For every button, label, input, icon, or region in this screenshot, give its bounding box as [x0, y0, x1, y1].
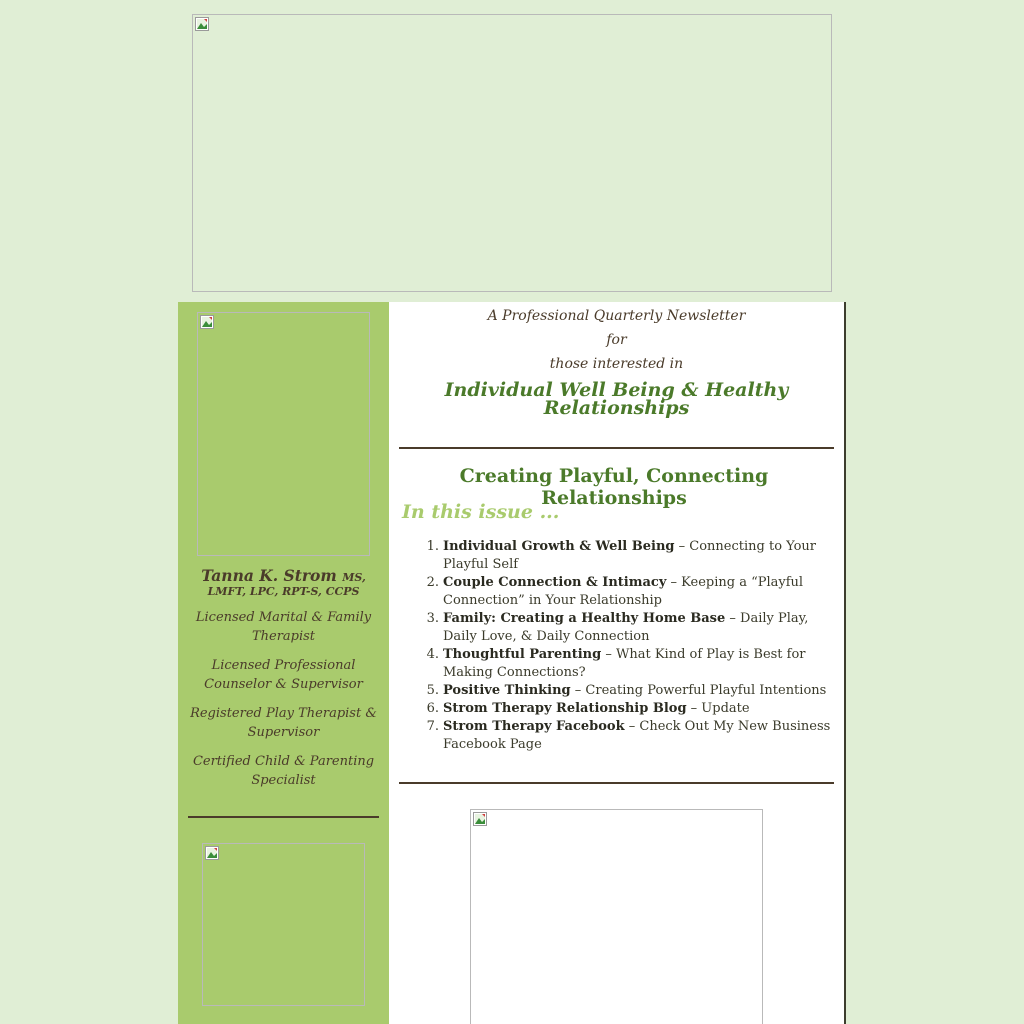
sidebar: [178, 302, 389, 1024]
contents-item[interactable]: [426, 700, 841, 718]
contents-item-description: – Creating Powerful Playful Intentions: [570, 683, 827, 698]
therapist-name-text: Tanna K. Strom: [201, 566, 337, 585]
therapist-name-suffix: MS,: [342, 571, 366, 584]
contents-item[interactable]: [426, 682, 841, 700]
role-item: Certified Child & Parenting Specialist: [192, 754, 375, 788]
main-content: [389, 302, 846, 1024]
contents-item-title: Strom Therapy Relationship Blog: [443, 701, 687, 716]
contents-item-title: Individual Growth & Well Being: [443, 539, 675, 554]
broken-image-icon: [205, 846, 219, 860]
contents-item-description: – Daily Play, Daily Love, & Daily Connection: [443, 611, 809, 644]
contents-item-number: 4.: [426, 647, 439, 662]
contents-item-title: Strom Therapy Facebook: [443, 719, 625, 734]
contents-item[interactable]: [426, 610, 841, 646]
in-this-issue-heading: In this issue ...: [402, 501, 560, 523]
contents-item[interactable]: [426, 646, 841, 682]
therapist-roles-list: [178, 608, 389, 800]
contents-item-title: Couple Connection & Intimacy: [443, 575, 667, 590]
contents-item-description: – Update: [686, 701, 750, 716]
therapist-name: [178, 566, 389, 585]
contents-item-number: 5.: [426, 683, 439, 698]
contents-item-number: 6.: [426, 701, 439, 716]
therapist-credentials: LMFT, LPC, RPT-S, CCPS: [207, 585, 360, 598]
section-divider: [399, 782, 834, 784]
issue-title: Creating Playful, Connecting Relationships: [459, 465, 769, 509]
role-item: Registered Play Therapist & Supervisor: [190, 706, 377, 740]
sidebar-image: [202, 843, 365, 1006]
broken-image-icon: [195, 17, 209, 31]
contents-item-title: Positive Thinking: [443, 683, 571, 698]
issue-contents-list: [426, 538, 841, 754]
role-item: Licensed Professional Counselor & Supervisor: [204, 658, 363, 692]
contents-item-number: 3.: [426, 611, 439, 626]
therapist-photo: [197, 312, 370, 556]
broken-image-icon: [473, 812, 487, 826]
contents-item-number: 1.: [426, 539, 439, 554]
article-image: [470, 809, 763, 1024]
intro-line: for: [606, 332, 627, 348]
contents-item-description: – Connecting to Your Playful Self: [443, 539, 817, 572]
contents-item-description: – Check Out My New Business Facebook Page: [443, 719, 831, 752]
contents-item-description: – Keeping a “Playful Connection” in Your Relationship: [443, 575, 804, 608]
contents-item[interactable]: [426, 574, 841, 610]
contents-item[interactable]: [426, 718, 841, 754]
intro-line: those interested in: [549, 356, 684, 372]
section-divider: [399, 447, 834, 449]
broken-image-icon: [200, 315, 214, 329]
role-item: Licensed Marital & Family Therapist: [195, 610, 372, 644]
intro-line: A Professional Quarterly Newsletter: [487, 308, 746, 324]
contents-item-title: Family: Creating a Healthy Home Base: [443, 611, 726, 626]
contents-item-number: 7.: [426, 719, 439, 734]
sidebar-divider: [188, 816, 379, 818]
contents-item[interactable]: [426, 538, 841, 574]
contents-item-description: – What Kind of Play is Best for Making Connections?: [443, 647, 806, 680]
contents-item-number: 2.: [426, 575, 439, 590]
banner-image: [192, 14, 832, 292]
contents-item-title: Thoughtful Parenting: [443, 647, 602, 662]
newsletter-tagline: Individual Well Being & Healthy Relationships: [444, 379, 789, 419]
